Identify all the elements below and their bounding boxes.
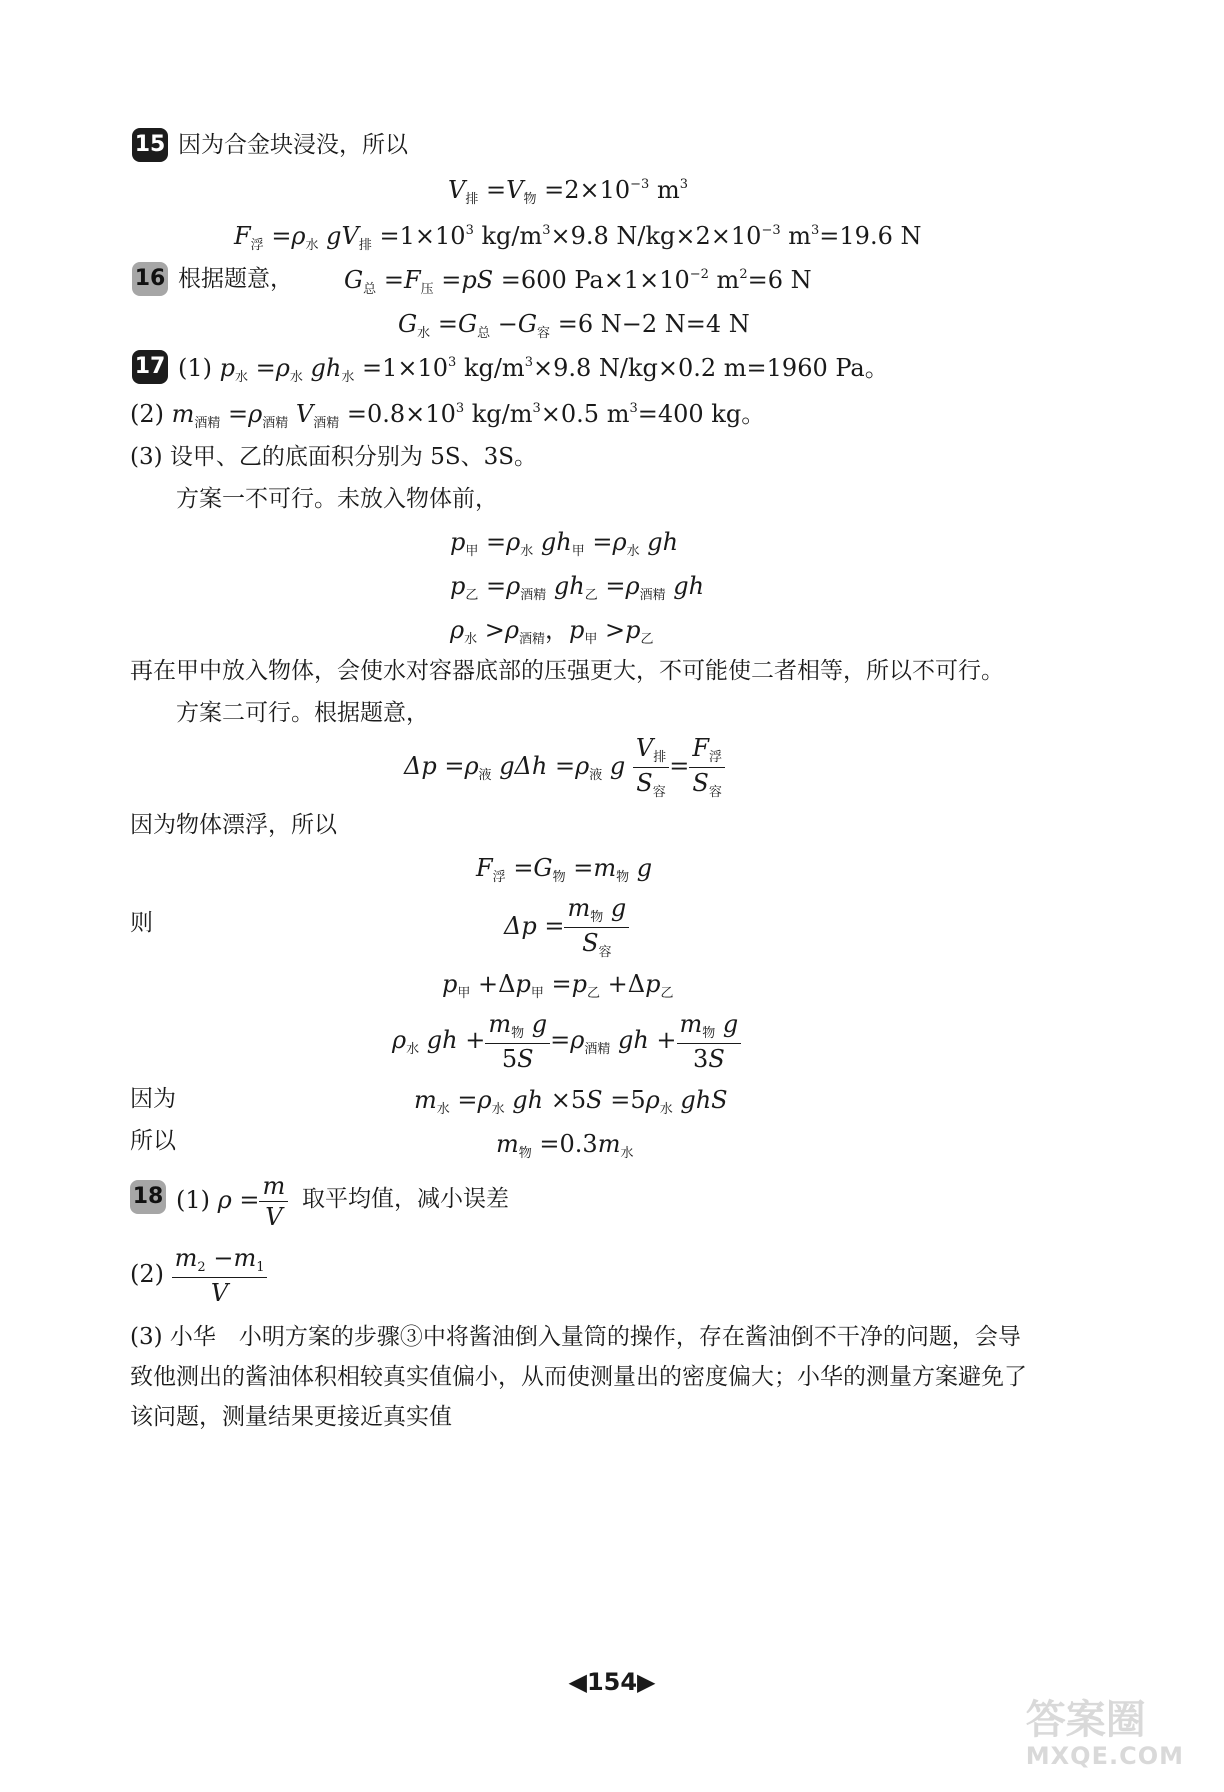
q17-part1: (1) $p_水 =\rho_水$ $gh_水 =1\times 10^3$ $kg/m^3\times 9.8$ N/kg×0.2 m=1960 Pa。: [178, 354, 889, 385]
q16-intro: 根据题意，: [178, 266, 293, 292]
q15-equation-volume: $V_排 =V_物 =2\times 10^{-3}$ $m^3$: [448, 176, 688, 207]
q17-eq-p-yi: $p_乙 =\rho_{酒精}$ $gh_乙 =\rho_{酒精}$ gh: [450, 572, 705, 603]
q17-conclusion1: 再在甲中放入物体，会使水对容器底部的压强更大，不可能使二者相等，所以不可行。: [130, 658, 1004, 684]
question-badge-18: 18: [130, 1180, 166, 1214]
q18-part2: (2) $\frac{m_2 -m_1}{V}$: [130, 1246, 267, 1305]
q17-eq-delta-p-mass: Δp = $\frac{m_物 g}{S_容}$: [504, 896, 629, 959]
q17-part3: (3) 设甲、乙的底面积分别为 5S、3S。: [130, 444, 537, 470]
question-badge-17: 17: [132, 350, 168, 384]
q18-part1-text: 取平均值，减小误差: [302, 1186, 509, 1212]
q16-equation-total-weight: $G_总 =F_压 =pS =600$ $Pa\times 1\times 10^{-2}$ $m^2=6$ N: [344, 266, 812, 297]
q17-plan1: 方案一不可行。未放入物体前，: [176, 486, 498, 512]
q15-equation-buoyancy: $F_浮 =\rho_水$ $gV_排 =1\times 10^3$ $kg/m^3\times 9.8$ $N/kg\times 2\times 10^{-3}$ $m^3=19.6$ N: [234, 222, 922, 253]
q17-eq-delta-p: $\Delta p =\rho_液$ $g\Delta h =\rho_液$ g $\frac{V_排}{S_容}$ = $\frac{F_浮}{S_容}$: [404, 736, 725, 799]
q17-eq-balance: $p_甲 +\Delta p_甲 =p_乙 +\Delta p_乙$: [442, 970, 674, 1001]
q17-eq-float: $F_浮 =G_物 =m_物$ g: [476, 854, 653, 885]
q17-because-float: 因为物体漂浮，所以: [130, 812, 337, 838]
q17-eq-result: $m_物 =0.3m_水$: [496, 1130, 634, 1161]
question-badge-16: 16: [132, 262, 168, 296]
q17-because: 因为: [130, 1086, 176, 1112]
page-number: ◀154▶: [568, 1668, 656, 1696]
q18-part3-line2: 致他测出的酱油体积相较真实值偏小，从而使测量出的密度偏大；小华的测量方案避免了: [130, 1364, 1027, 1390]
q15-intro: 因为合金块浸没，所以: [178, 132, 408, 158]
q18-part3-line3: 该问题，测量结果更接近真实值: [130, 1404, 452, 1430]
q17-so: 所以: [130, 1128, 176, 1154]
q16-equation-water-weight: $G_水 =G_总 -G_容 =6$ N−2 N=4 N: [398, 310, 750, 341]
q17-eq-p-jia: $p_甲 =\rho_水$ $gh_甲 =\rho_水$ gh: [450, 528, 679, 559]
watermark-main: 答案圈: [1025, 1697, 1146, 1743]
q18-part3-line1: (3) 小华 小明方案的步骤③中将酱油倒入量筒的操作，存在酱油倒不干净的问题，会导: [130, 1324, 1021, 1350]
q17-plan2: 方案二可行。根据题意，: [176, 700, 429, 726]
site-watermark: [1025, 1697, 1184, 1770]
q17-eq-balance-expanded: $\rho_水$ gh + $\frac{m_物 g}{5S}$ $=\rho_{酒精}$ gh + $\frac{m_物 g}{3S}$: [392, 1012, 741, 1071]
q18-part1-formula: (1) ρ = $\frac{m}{V}$: [176, 1174, 288, 1229]
watermark-sub: MXQE.COM: [1025, 1742, 1184, 1770]
q17-then: 则: [130, 910, 153, 936]
question-badge-15: 15: [132, 128, 168, 162]
q17-eq-water-mass: $m_水 =\rho_水$ gh $\times 5S =5\rho_水$ ghS: [414, 1086, 728, 1117]
q17-eq-compare: $\rho_水 >\rho_{酒精}$，$p_甲 >p_乙$: [450, 616, 654, 647]
q17-part2: (2) $m_{酒精} =\rho_{酒精}$ $V_{酒精} =0.8\times 10^3$ $kg/m^3\times 0.5$ $m^3=400$ kg。: [130, 400, 766, 431]
